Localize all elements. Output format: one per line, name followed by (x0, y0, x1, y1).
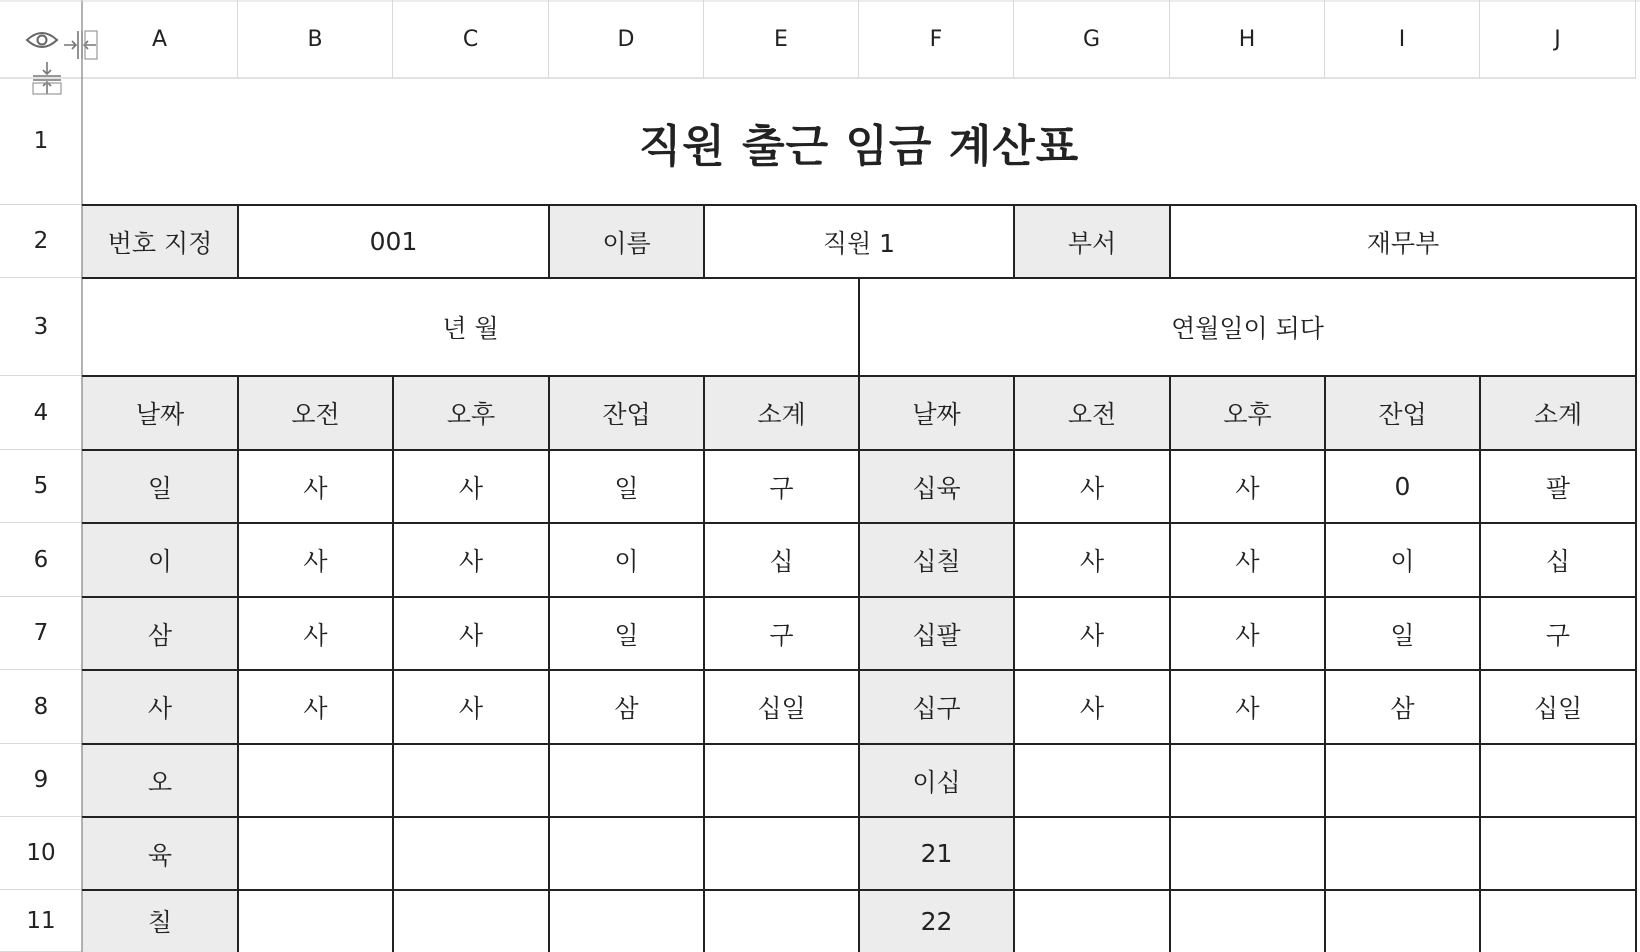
table-cell[interactable]: 이 (1390, 547, 1415, 576)
table-cell[interactable] (704, 890, 859, 952)
column-header-A[interactable]: A (82, 0, 238, 78)
table-cell[interactable]: 사 (458, 473, 484, 503)
table-cell[interactable]: 일 (147, 473, 173, 503)
table-cell[interactable]: 오 (147, 767, 173, 797)
table-cell[interactable] (1014, 744, 1170, 817)
table-cell[interactable] (393, 744, 549, 817)
table-cell[interactable]: 이십 (912, 767, 961, 797)
table-cell[interactable]: 십구 (912, 694, 961, 723)
row-header-4[interactable]: 4 (0, 376, 82, 450)
column-title[interactable]: 소계 (757, 400, 806, 429)
table-cell[interactable] (1480, 817, 1636, 890)
section-right[interactable]: 연월일이 되다 (1171, 314, 1324, 343)
table-cell[interactable]: 일 (614, 620, 639, 650)
column-header-J[interactable]: J (1480, 0, 1636, 78)
table-cell[interactable] (549, 890, 704, 952)
table-cell[interactable] (549, 744, 704, 817)
table-cell[interactable]: 사 (1235, 620, 1260, 650)
table-cell[interactable]: 십 (769, 547, 794, 576)
column-header-G[interactable]: G (1014, 0, 1170, 78)
dept-label[interactable]: 부서 (1067, 228, 1117, 258)
table-cell[interactable]: 육 (147, 840, 173, 870)
table-cell[interactable]: 구 (769, 620, 794, 650)
name-value[interactable]: 직원 1 (822, 228, 896, 258)
column-header-E[interactable]: E (704, 0, 859, 78)
table-cell[interactable]: 팔 (1545, 473, 1571, 503)
row-header-6[interactable]: 6 (0, 523, 82, 597)
table-cell[interactable]: 사 (458, 620, 484, 650)
table-cell[interactable]: 사 (1235, 547, 1260, 576)
column-title[interactable]: 오전 (1067, 400, 1117, 429)
table-cell[interactable]: 일 (1390, 620, 1415, 650)
column-header-I[interactable]: I (1325, 0, 1480, 78)
table-cell[interactable] (1170, 817, 1325, 890)
table-cell[interactable] (704, 817, 859, 890)
table-cell[interactable]: 사 (303, 473, 328, 503)
table-cell[interactable]: 십 (1545, 547, 1571, 576)
table-cell[interactable] (393, 817, 549, 890)
column-header-H[interactable]: H (1170, 0, 1325, 78)
column-title[interactable]: 소계 (1533, 400, 1583, 429)
table-cell[interactable]: 삼 (147, 620, 173, 650)
table-cell[interactable]: 사 (1235, 694, 1260, 723)
table-cell[interactable]: 사 (1235, 473, 1260, 503)
table-cell[interactable]: 사 (1079, 473, 1105, 503)
table-cell[interactable] (1480, 890, 1636, 952)
table-cell[interactable]: 십팔 (912, 620, 961, 650)
column-title[interactable]: 오후 (1223, 400, 1272, 429)
table-cell[interactable] (1325, 890, 1480, 952)
row-header-2[interactable]: 2 (0, 205, 82, 278)
table-cell[interactable]: 이 (614, 547, 639, 576)
column-title[interactable]: 잔업 (1378, 400, 1427, 429)
sheet-title[interactable]: 직원 출근 임금 계산표 (638, 120, 1080, 172)
table-cell[interactable]: 이 (147, 547, 173, 576)
id-label[interactable]: 번호 지정 (107, 228, 213, 258)
row-header-8[interactable]: 8 (0, 670, 82, 744)
table-cell[interactable] (238, 817, 393, 890)
section-left[interactable]: 년 월 (442, 314, 499, 343)
column-title[interactable]: 날짜 (135, 400, 185, 429)
table-cell[interactable]: 22 (920, 906, 953, 936)
table-cell[interactable] (1325, 817, 1480, 890)
table-cell[interactable]: 십육 (912, 473, 961, 503)
row-header-3[interactable]: 3 (0, 278, 82, 376)
table-cell[interactable]: 구 (1545, 620, 1571, 650)
table-cell[interactable]: 칠 (147, 908, 173, 937)
row-header-1[interactable]: 1 (0, 78, 82, 205)
column-header-C[interactable]: C (393, 0, 549, 78)
column-header-F[interactable]: F (859, 0, 1014, 78)
row-header-9[interactable]: 9 (0, 744, 82, 817)
table-cell[interactable]: 일 (614, 473, 639, 503)
table-cell[interactable] (1014, 890, 1170, 952)
row-header-10[interactable]: 10 (0, 817, 82, 890)
row-header-5[interactable]: 5 (0, 450, 82, 523)
table-cell[interactable] (393, 890, 549, 952)
dept-value[interactable]: 재무부 (1366, 228, 1440, 258)
table-cell[interactable] (1170, 744, 1325, 817)
table-cell[interactable]: 0 (1394, 472, 1411, 501)
table-cell[interactable]: 사 (303, 620, 328, 650)
table-cell[interactable]: 사 (147, 694, 173, 723)
table-cell[interactable]: 십일 (1533, 694, 1583, 723)
table-cell[interactable]: 사 (1079, 620, 1105, 650)
column-title[interactable]: 오전 (291, 400, 340, 429)
table-cell[interactable]: 21 (920, 839, 953, 868)
table-cell[interactable] (704, 744, 859, 817)
table-cell[interactable] (1325, 744, 1480, 817)
column-header-D[interactable]: D (549, 0, 704, 78)
table-cell[interactable]: 십칠 (912, 547, 961, 576)
table-cell[interactable]: 십일 (757, 694, 806, 723)
row-header-11[interactable]: 11 (0, 890, 82, 952)
table-cell[interactable] (1480, 744, 1636, 817)
table-cell[interactable]: 사 (303, 547, 328, 576)
table-cell[interactable] (238, 890, 393, 952)
column-header-B[interactable]: B (238, 0, 393, 78)
column-title[interactable]: 오후 (446, 400, 496, 429)
name-label[interactable]: 이름 (602, 228, 651, 258)
table-cell[interactable] (238, 744, 393, 817)
table-cell[interactable]: 사 (303, 694, 328, 723)
table-cell[interactable]: 사 (458, 547, 484, 576)
column-title[interactable]: 날짜 (912, 400, 961, 429)
table-cell[interactable]: 사 (458, 694, 484, 723)
table-cell[interactable]: 삼 (1390, 694, 1415, 723)
table-cell[interactable] (1170, 890, 1325, 952)
id-value[interactable]: 001 (369, 227, 418, 256)
table-cell[interactable]: 사 (1079, 547, 1105, 576)
table-cell[interactable]: 삼 (614, 694, 639, 723)
eye-icon[interactable] (22, 26, 62, 54)
row-header-7[interactable]: 7 (0, 597, 82, 670)
table-cell[interactable] (1014, 817, 1170, 890)
table-cell[interactable] (549, 817, 704, 890)
table-cell[interactable]: 사 (1079, 694, 1105, 723)
table-cell[interactable]: 구 (769, 473, 794, 503)
column-title[interactable]: 잔업 (602, 400, 651, 429)
